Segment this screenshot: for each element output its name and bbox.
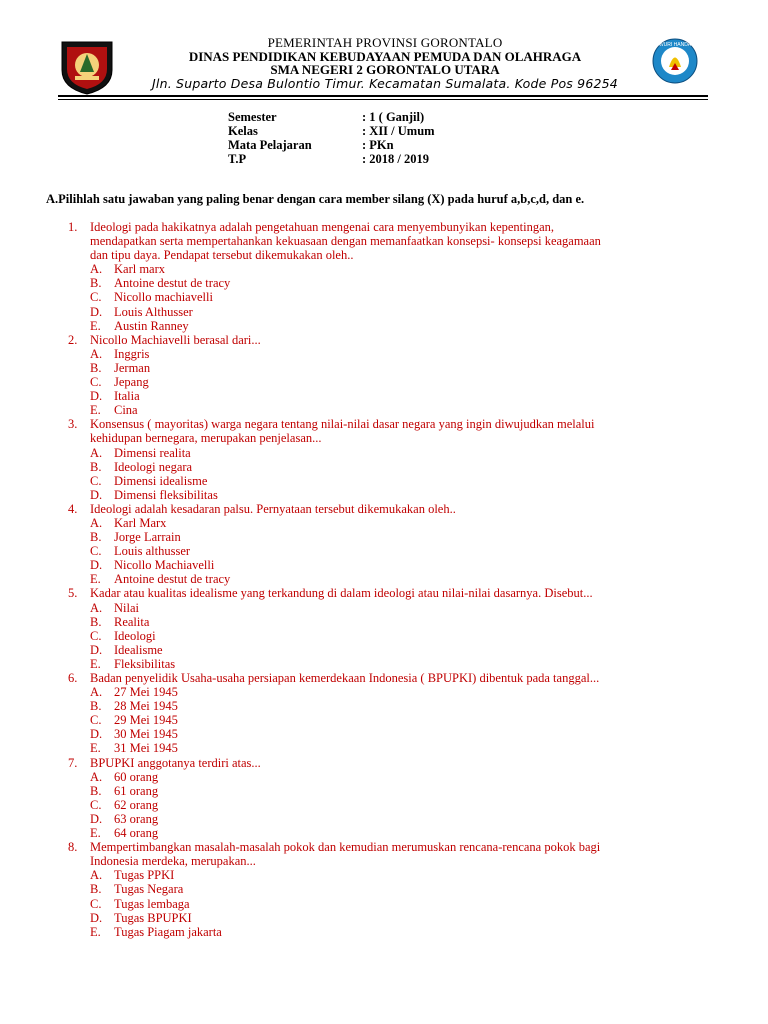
exam-info-row: [228, 138, 435, 152]
answer-option: [90, 516, 708, 530]
info-label: T.P: [228, 152, 247, 166]
option-letter: C.: [90, 896, 102, 911]
option-text: Tugas Negara: [114, 882, 184, 897]
option-text: Ideologi negara: [114, 459, 193, 474]
question-item: [68, 502, 708, 587]
letterhead-rule-thin: [58, 99, 708, 100]
option-text: Dimensi realita: [114, 445, 191, 460]
info-value: : PKn: [362, 138, 394, 152]
option-letter: D.: [90, 389, 103, 404]
option-text: 62 orang: [114, 797, 159, 812]
answer-option: [90, 361, 708, 375]
option-letter: A.: [90, 685, 103, 700]
info-label: Mata Pelajaran: [228, 138, 312, 152]
option-letter: E.: [90, 826, 101, 841]
question-number: 7.: [68, 755, 78, 770]
option-text: Inggris: [114, 346, 150, 361]
info-value: : 1 ( Ganjil): [362, 110, 425, 124]
answer-option: [90, 544, 708, 558]
answer-option: [90, 911, 708, 925]
question-list: [68, 220, 708, 939]
answer-option: [90, 868, 708, 882]
tut-wuri-handayani-logo: [643, 36, 707, 86]
option-text: Dimensi idealisme: [114, 473, 208, 488]
option-letter: E.: [90, 318, 101, 333]
answer-option: [90, 305, 708, 319]
option-text: Antoine destut de tracy: [114, 276, 231, 291]
option-text: 63 orang: [114, 811, 159, 826]
option-text: Ideologi: [114, 628, 156, 643]
answer-option: [90, 741, 708, 755]
answer-option: [90, 347, 708, 361]
school-address: Jln. Suparto Desa Bulontio Timur. Kecamatan Sumalata. Kode Pos 96254: [152, 75, 618, 91]
answer-option: [90, 389, 708, 403]
question-text-line: Indonesia merdeka, merupakan...: [90, 854, 256, 869]
question-text-line: dan tipu daya. Pendapat tersebut dikemukakan oleh..: [90, 248, 354, 263]
option-text: Louis Althusser: [114, 304, 193, 319]
letterhead-text: [120, 36, 650, 90]
logo-motto: TUT WURI HANDAYANI: [647, 42, 703, 48]
question-text-line: Nicollo Machiavelli berasal dari...: [90, 332, 261, 347]
exam-info-row: [228, 152, 435, 166]
option-letter: B.: [90, 882, 102, 897]
answer-option: [90, 319, 708, 333]
question-item: [68, 840, 708, 939]
question-item: [68, 586, 708, 671]
option-text: 61 orang: [114, 783, 159, 798]
option-letter: E.: [90, 656, 101, 671]
answer-option: [90, 290, 708, 304]
option-letter: A.: [90, 868, 103, 883]
exam-info-row: [228, 110, 435, 124]
question-item: [68, 417, 708, 502]
option-text: Jepang: [114, 375, 149, 390]
info-value: : XII / Umum: [362, 124, 435, 138]
answer-option: [90, 713, 708, 727]
option-letter: A.: [90, 445, 103, 460]
option-text: Tugas lembaga: [114, 896, 190, 911]
option-letter: E.: [90, 741, 101, 756]
answer-option: [90, 276, 708, 290]
government-name: PEMERINTAH PROVINSI GORONTALO: [267, 35, 503, 50]
answer-option: [90, 474, 708, 488]
option-letter: C.: [90, 713, 102, 728]
option-text: Nilai: [114, 600, 139, 615]
letterhead-rule-thick: [58, 95, 708, 97]
option-text: 64 orang: [114, 826, 159, 841]
answer-options: [90, 347, 708, 417]
option-letter: B.: [90, 783, 102, 798]
department-name: DINAS PENDIDIKAN KEBUDAYAAN PEMUDA DAN OLAHRAGA: [188, 48, 582, 64]
exam-info-row: [228, 124, 435, 138]
answer-options: [90, 601, 708, 671]
option-text: Italia: [114, 389, 140, 404]
province-emblem-logo: [58, 38, 116, 96]
option-letter: C.: [90, 797, 102, 812]
option-letter: A.: [90, 600, 103, 615]
option-letter: B.: [90, 699, 102, 714]
answer-option: [90, 446, 708, 460]
option-letter: A.: [90, 346, 103, 361]
question-item: [68, 756, 708, 841]
question-item: [68, 220, 708, 333]
option-text: Antoine destut de tracy: [114, 572, 231, 587]
answer-option: [90, 460, 708, 474]
instruction: A.Pilihlah satu jawaban yang paling benar dengan cara member silang (X) pada huruf a,b,c,d, dan e.: [46, 192, 585, 206]
answer-option: [90, 375, 708, 389]
question-text-line: mendapatkan serta mempertahankan kekuasaan dengan memanfaatkan konsepsi- konsepsi keagamaan: [90, 234, 601, 249]
option-letter: C.: [90, 628, 102, 643]
option-text: Nicollo machiavelli: [114, 290, 213, 305]
option-text: Idealisme: [114, 642, 163, 657]
option-letter: A.: [90, 515, 103, 530]
question-text-line: Badan penyelidik Usaha-usaha persiapan kemerdekaan Indonesia ( BPUPKI) dibentuk pada tanggal...: [90, 671, 600, 685]
answer-option: [90, 262, 708, 276]
answer-options: [90, 516, 708, 586]
answer-option: [90, 657, 708, 671]
answer-option: [90, 882, 708, 896]
answer-option: [90, 488, 708, 502]
option-text: 27 Mei 1945: [114, 685, 178, 700]
answer-option: [90, 925, 708, 939]
answer-option: [90, 699, 708, 713]
answer-option: [90, 798, 708, 812]
answer-option: [90, 784, 708, 798]
option-letter: C.: [90, 544, 102, 559]
option-letter: B.: [90, 459, 102, 474]
option-letter: C.: [90, 473, 102, 488]
answer-options: [90, 770, 708, 840]
answer-option: [90, 727, 708, 741]
option-letter: E.: [90, 924, 101, 939]
option-text: Tugas Piagam jakarta: [114, 924, 222, 939]
option-text: Jorge Larrain: [114, 530, 181, 545]
question-text-line: Mempertimbangkan masalah-masalah pokok dan kemudian merumuskan rencana-rencana pokok bagi: [90, 840, 601, 855]
option-text: Karl marx: [114, 262, 166, 277]
question-text-line: kehidupan bernegara, merupakan penjelasan...: [90, 431, 322, 446]
answer-option: [90, 558, 708, 572]
question-text-line: BPUPKI anggotanya terdiri atas...: [90, 755, 261, 770]
question-number: 8.: [68, 840, 78, 855]
option-text: Louis althusser: [114, 544, 191, 559]
option-letter: D.: [90, 487, 103, 502]
option-letter: E.: [90, 572, 101, 587]
option-text: Realita: [114, 614, 150, 629]
option-text: 60 orang: [114, 769, 159, 784]
answer-option: [90, 403, 708, 417]
answer-options: [90, 685, 708, 755]
question-item: [68, 333, 708, 418]
option-text: Karl Marx: [114, 515, 167, 530]
option-text: Jerman: [114, 360, 151, 375]
answer-option: [90, 685, 708, 699]
option-text: 28 Mei 1945: [114, 699, 178, 714]
answer-option: [90, 572, 708, 586]
answer-option: [90, 897, 708, 911]
question-number: 6.: [68, 671, 78, 685]
option-letter: A.: [90, 769, 103, 784]
school-name: SMA NEGERI 2 GORONTALO UTARA: [270, 62, 500, 77]
question-text-line: Kadar atau kualitas idealisme yang terkandung di dalam ideologi atau nilai-nilai dasarnya. Disebut...: [90, 586, 593, 601]
answer-options: [90, 868, 708, 938]
exam-info: [228, 110, 435, 166]
answer-option: [90, 770, 708, 784]
info-value: : 2018 / 2019: [362, 152, 430, 166]
answer-option: [90, 826, 708, 840]
answer-options: [90, 446, 708, 502]
question-number: 4.: [68, 501, 78, 516]
option-letter: D.: [90, 811, 103, 826]
answer-option: [90, 812, 708, 826]
option-text: Tugas BPUPKI: [114, 910, 192, 925]
option-text: Nicollo Machiavelli: [114, 558, 215, 573]
question-text-line: Ideologi adalah kesadaran palsu. Pernyataan tersebut dikemukakan oleh..: [90, 501, 456, 516]
option-letter: D.: [90, 304, 103, 319]
option-letter: B.: [90, 276, 102, 291]
answer-option: [90, 643, 708, 657]
info-label: Kelas: [228, 124, 258, 138]
answer-options: [90, 262, 708, 332]
option-letter: D.: [90, 727, 103, 742]
option-letter: A.: [90, 262, 103, 277]
question-text-line: Konsensus ( mayoritas) warga negara tentang nilai-nilai dasar negara yang ingin diwujudkan melalui: [90, 417, 595, 432]
question-item: [68, 671, 708, 756]
answer-option: [90, 615, 708, 629]
option-text: Austin Ranney: [114, 318, 189, 333]
question-number: 3.: [68, 417, 78, 432]
option-text: Dimensi fleksibilitas: [114, 487, 218, 502]
option-letter: B.: [90, 360, 102, 375]
option-letter: C.: [90, 290, 102, 305]
answer-option: [90, 629, 708, 643]
answer-option: [90, 601, 708, 615]
option-letter: D.: [90, 910, 103, 925]
question-number: 1.: [68, 220, 78, 234]
question-number: 2.: [68, 332, 78, 347]
option-letter: D.: [90, 558, 103, 573]
option-letter: B.: [90, 614, 102, 629]
answer-option: [90, 530, 708, 544]
question-text-line: Ideologi pada hakikatnya adalah pengetahuan mengenai cara menyembunyikan kepentingan,: [90, 220, 555, 234]
option-text: 30 Mei 1945: [114, 727, 178, 742]
option-text: 31 Mei 1945: [114, 741, 178, 756]
option-letter: D.: [90, 642, 103, 657]
option-text: Cina: [114, 403, 138, 418]
question-number: 5.: [68, 586, 78, 601]
option-text: Tugas PPKI: [114, 868, 175, 883]
info-label: Semester: [228, 110, 277, 124]
option-text: Fleksibilitas: [114, 656, 176, 671]
option-letter: C.: [90, 375, 102, 390]
letterhead: [0, 0, 768, 100]
option-letter: B.: [90, 530, 102, 545]
option-text: 29 Mei 1945: [114, 713, 178, 728]
option-letter: E.: [90, 403, 101, 418]
